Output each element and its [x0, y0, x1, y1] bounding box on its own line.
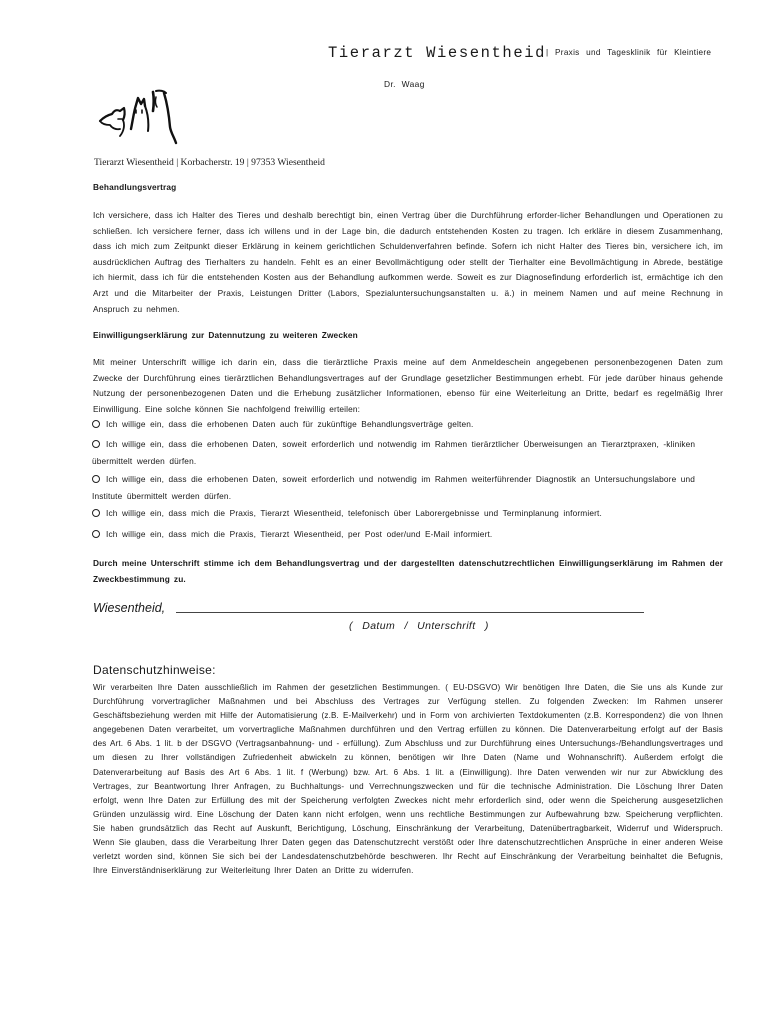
- consent-option-2-radio-icon[interactable]: [92, 440, 100, 448]
- signature-caption: ( Datum / Unterschrift ): [349, 620, 489, 632]
- dog-cat-logo-icon: [98, 89, 188, 149]
- privacy-title: Datenschutzhinweise:: [93, 663, 216, 677]
- consent-option-5-radio-icon[interactable]: [92, 530, 100, 538]
- signature-place: Wiesentheid,: [93, 601, 166, 615]
- consent-option-4: [92, 506, 722, 521]
- signature-line: [176, 612, 644, 613]
- practice-subtitle: | Praxis und Tagesklinik für Kleintiere: [546, 48, 712, 57]
- consent-option-2-label: Ich willige ein, dass die erhobenen Daten, soweit erforderlich und notwendig im Rahmen tierärztlicher Überweisungen an Tierarztpraxen, -kliniken übermittelt werden dürfen.: [92, 439, 696, 466]
- practice-title: Tierarzt Wiesentheid: [328, 44, 547, 62]
- consent-heading: Einwilligungserklärung zur Datennutzung zu weiteren Zwecken: [93, 330, 358, 340]
- consent-option-3-radio-icon[interactable]: [92, 475, 100, 483]
- consent-closing: Durch meine Unterschrift stimme ich dem Behandlungsvertrag und der dargestellten datenschutzrechtlichen Einwilligungserklärung im Rahmen der Zweckbestimmung zu.: [93, 558, 723, 584]
- consent-option-2: [92, 436, 722, 470]
- doctor-name: Dr. Waag: [384, 79, 425, 89]
- consent-option-3-label: Ich willige ein, dass die erhobenen Daten, soweit erforderlich und notwendig im Rahmen weiterführender Diagnostik an Untersuchungslabore und Institute übermittelt werden dürfen.: [92, 474, 696, 501]
- consent-option-5-label: Ich willige ein, dass mich die Praxis, Tierarzt Wiesentheid, per Post oder/und E-Mail informiert.: [106, 529, 493, 539]
- contract-heading: Behandlungsvertrag: [93, 182, 177, 192]
- privacy-text: Wir verarbeiten Ihre Daten ausschließlich im Rahmen der gesetzlichen Bestimmungen. ( EU-DSGVO) Wir benötigen Ihre Daten, die Sie uns als Kunde zur Durchführung vorvertraglicher Maßnahmen und bei Abschluss des Vertrages zur Verfügung stellen. Zu folgenden Zwecken: Im Rahmen unserer Geschäftsbeziehung werden mit Hilfe der Automatisierung (z.B. E-Mailverkehr) und in Form von archivierten Textdokumenten (z.B. Korrespondenz) die von Ihnen angegebenen Daten verarbeitet, um vorvertragliche Maßnahmen durchführen und den Vertrag erfüllen zu können. Die Datenverarbeitung erfolgt auf der Basis des Art. 6 Abs. 1 lit. b der DSGVO (Vertragsanbahnung- und - erfüllung). Zum Abschluss und zur Durchführung eines Untersuchungs-/Behandlungsvertrages und um diesen zu Ihrer vollständigen Zufriedenheit abwickeln zu können, benötigen wir Ihre Daten (Name und Wohnanschrift). Außerdem erfolgt die Datenverarbeitung auf Basis des Art 6 Abs. 1 lit. f (Werbung) bzw. Art. 6 Abs. 1 lit. a (Einwilligung). Ihre Daten verwenden wir nur zur Abwicklung des Vertrages, zur Beantwortung Ihrer Anfragen, zu Buchhaltungs- und Verrechnungszwecken und für die technische Administration. Die Löschung Ihrer Daten erfolgt, wenn Ihre Daten zur Erfüllung des mit der Speicherung verfolgten Zweckes nicht mehr erforderlich sind, oder wenn die Speicherung ausgesetzlichen Gründen unzulässig wird. Eine Löschung der Daten kann nicht erfolgen, wenn uns rechtliche Bestimmungen zur Aufbewahrung bzw. Speicherung verpflichten. Sie haben grundsätzlich das Recht auf Auskunft, Berichtigung, Löschung, Einschränkung der Verarbeitung, Datenübertragbarkeit, Widerruf und Widerspruch. Wenn Sie glauben, dass die Verarbeitung Ihrer Daten gegen das Datenschutzrecht verstößt oder Ihre datenschutzrechtlichen Ansprüche in einer anderen Weise verletzt worden sind, können Sie sich bei der Landesdatenschutzbehörde beschweren. Ihr Recht auf Einschränkung der Verarbeitung beinhaltet die Befugnis, Ihre Einverständniserklärung zur Weiterleitung Ihrer Daten an Dritte zu widerrufen.: [93, 683, 723, 876]
- consent-option-1: [92, 417, 722, 432]
- consent-option-4-radio-icon[interactable]: [92, 509, 100, 517]
- consent-option-5: [92, 527, 722, 542]
- contract-text: Ich versichere, dass ich Halter des Tieres und deshalb berechtigt bin, einen Vertrag über die Durchführung erforder-licher Behandlungen und Operationen zu schließen. Ich versichere ferner, dass ich willens und in der Lage bin, die dadurch entstehenden Kosten zu tragen. Ich erkläre in diesem Zusammenhang, dass ich mich zum Zeitpunkt dieser Erklärung in keinem gerichtlichen Schuldenverfahren befinde. Sofern ich nicht Halter des Tieres bin, versichere ich, im ausdrücklichen Auftrag des Tierhalters zu handeln. Fehlt es an einer Bevollmächtigung oder stellt der Tierhalter eine Bevollmächtigung in Abrede, bestätige ich hiermit, dass ich für die entstehenden Kosten aus der Behandlung aufkommen werde. Soweit es zur Diagnosefindung erforderlich ist, ermächtige ich den Arzt und die Mitarbeiter der Praxis, Leistungen Dritter (Labors, Spezialuntersuchungsanstalten u. ä.) in meinem Namen und auf meine Rechnung in Anspruch zu nehmen.: [93, 210, 723, 314]
- consent-option-1-radio-icon[interactable]: [92, 420, 100, 428]
- consent-option-4-label: Ich willige ein, dass mich die Praxis, Tierarzt Wiesentheid, telefonisch über Laborergebnisse und Terminplanung informiert.: [106, 508, 602, 518]
- consent-intro: Mit meiner Unterschrift willige ich darin ein, dass die tierärztliche Praxis meine auf dem Anmeldeschein angegebenen personenbezogenen Daten zum Zwecke der Durchführung eines tierärztlichen Behandlungsvertrages auf der Grundlage gesetzlicher Bestimmungen erhebt. Für jede darüber hinaus gehende Nutzung der personenbezogenen Daten und die Erhebung zusätzlicher Informationen, ebenso für eine Weiterleitung an Dritte, bedarf es regelmäßig Ihrer Einwilligung. Eine solche können Sie nachfolgend freiwillig erteilen:: [93, 357, 723, 414]
- consent-option-3: [92, 471, 722, 505]
- address-line: Tierarzt Wiesentheid | Korbacherstr. 19 | 97353 Wiesentheid: [94, 157, 325, 168]
- practice-header: [328, 44, 711, 62]
- consent-option-1-label: Ich willige ein, dass die erhobenen Daten auch für zukünftige Behandlungsverträge gelten.: [106, 419, 474, 429]
